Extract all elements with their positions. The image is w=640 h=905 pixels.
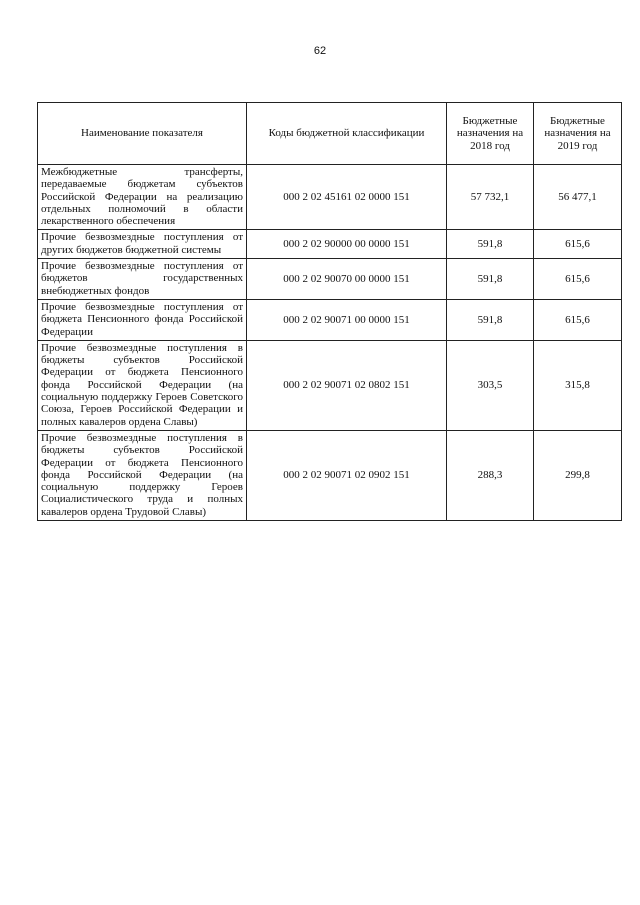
table-row <box>38 430 622 520</box>
row-code: 000 2 02 90071 02 0802 151 <box>247 340 447 430</box>
row-name: Прочие безвозмездные поступления от бюджетов государственных внебюджетных фондов <box>38 259 247 300</box>
row-name: Прочие безвозмездные поступления от бюджета Пенсионного фонда Российской Федерации <box>38 299 247 340</box>
row-code: 000 2 02 90071 02 0902 151 <box>247 430 447 520</box>
row-value-2018: 288,3 <box>447 430 534 520</box>
table-row <box>38 340 622 430</box>
row-value-2018: 57 732,1 <box>447 165 534 230</box>
table-row <box>38 299 622 340</box>
header-indicator-name: Наименование показателя <box>38 103 247 165</box>
row-name: Прочие безвозмездные поступления от других бюджетов бюджетной системы <box>38 230 247 259</box>
table-header-row <box>38 103 622 165</box>
page-number: 62 <box>313 45 327 57</box>
row-value-2019: 615,6 <box>534 230 622 259</box>
row-value-2019: 615,6 <box>534 299 622 340</box>
table-row <box>38 165 622 230</box>
row-value-2019: 315,8 <box>534 340 622 430</box>
row-code: 000 2 02 90071 00 0000 151 <box>247 299 447 340</box>
header-classification-code: Коды бюджетной классификации <box>247 103 447 165</box>
row-value-2019: 615,6 <box>534 259 622 300</box>
table-row <box>38 259 622 300</box>
table-row <box>38 230 622 259</box>
row-value-2018: 303,5 <box>447 340 534 430</box>
budget-table <box>37 102 622 521</box>
row-value-2018: 591,8 <box>447 230 534 259</box>
header-budget-2018: Бюджетные назначения на 2018 год <box>447 103 534 165</box>
row-value-2019: 299,8 <box>534 430 622 520</box>
row-code: 000 2 02 90070 00 0000 151 <box>247 259 447 300</box>
row-value-2018: 591,8 <box>447 299 534 340</box>
row-value-2018: 591,8 <box>447 259 534 300</box>
row-code: 000 2 02 90000 00 0000 151 <box>247 230 447 259</box>
row-code: 000 2 02 45161 02 0000 151 <box>247 165 447 230</box>
row-name: Межбюджетные трансферты, передаваемые бюджетам субъектов Российской Федерации на реализацию отдельных полномочий в области лекарственного обеспечения <box>38 165 247 230</box>
header-budget-2019: Бюджетные назначения на 2019 год <box>534 103 622 165</box>
row-name: Прочие безвозмездные поступления в бюджеты субъектов Российской Федерации от бюджета Пенсионного фонда Российской Федерации (на социальную поддержку Героев Советского Союза, Героев Российской Федерации и полных кавалеров ордена Славы) <box>38 340 247 430</box>
row-value-2019: 56 477,1 <box>534 165 622 230</box>
row-name: Прочие безвозмездные поступления в бюджеты субъектов Российской Федерации от бюджета Пенсионного фонда Российской Федерации (на социальную поддержку Героев Социалистического труда и полных кавалеров ордена Трудовой Славы) <box>38 430 247 520</box>
